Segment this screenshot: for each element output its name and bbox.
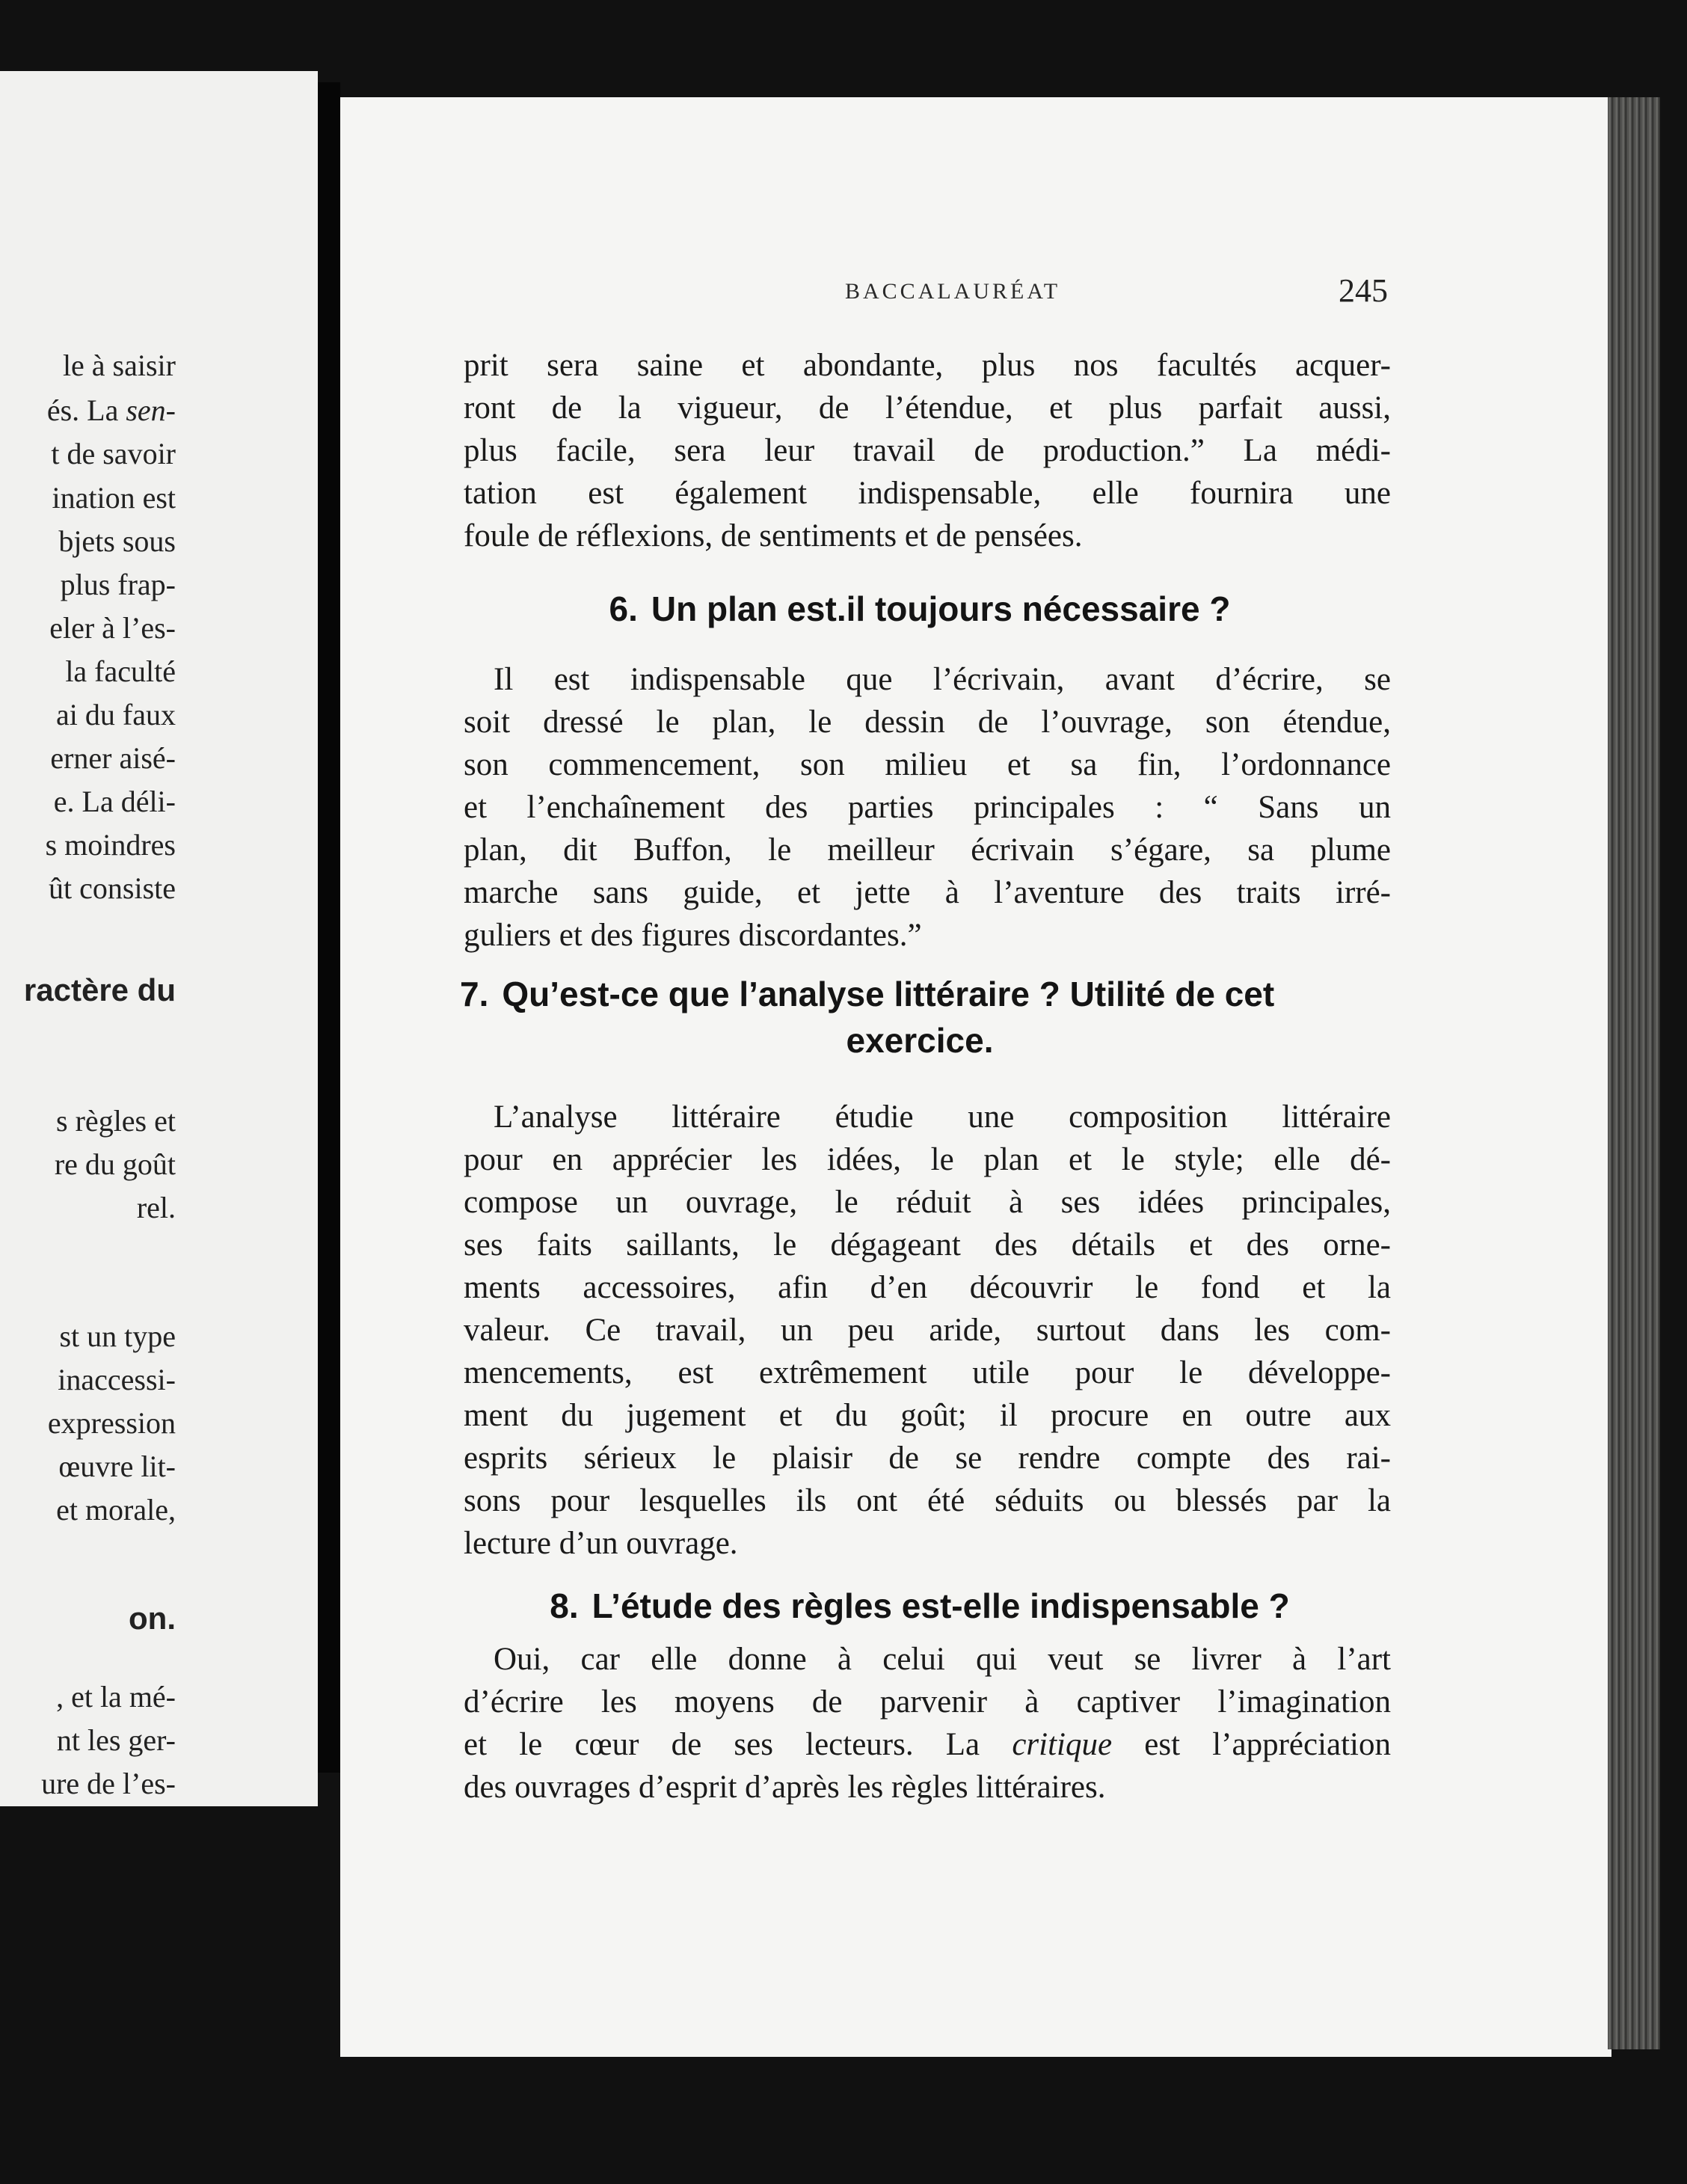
italic-term: critique xyxy=(1012,1727,1113,1762)
left-text-fragment: le à saisir xyxy=(62,349,176,382)
text-line: et le cœur de ses lecteurs. La critique est l’appréciation xyxy=(464,1727,1391,1762)
text-line: ments accessoires, afin d’en découvrir le fond et la xyxy=(464,1270,1391,1305)
left-heading-fragment: ractère du xyxy=(23,972,176,1007)
left-text-fragment: t de savoir xyxy=(51,437,176,470)
text-line: sons pour lesquelles ils ont été séduits ou blessés par la xyxy=(464,1483,1391,1518)
left-text-fragment: e. La déli- xyxy=(53,785,176,818)
text-line: Oui, car elle donne à celui qui veut se livrer à l’art xyxy=(494,1642,1391,1677)
section-7-heading-cont: exercice. xyxy=(846,1021,994,1060)
left-heading-fragment: on. xyxy=(129,1601,176,1636)
section-8-paragraph xyxy=(464,1638,1391,1809)
left-text-fragment: rel. xyxy=(136,1191,176,1224)
text-line: tation est également indispensable, elle fournira une xyxy=(464,476,1391,511)
left-text-fragment: œuvre lit- xyxy=(58,1450,176,1483)
section-number: 7. xyxy=(460,975,489,1013)
section-7-paragraph xyxy=(464,1096,1391,1565)
text-line: plus facile, sera leur travail de production.” La médi- xyxy=(464,433,1391,468)
left-text-fragment: et morale, xyxy=(56,1493,176,1527)
left-text-fragment: ination est xyxy=(52,481,176,515)
text-line: prit sera saine et abondante, plus nos facultés acquer- xyxy=(464,348,1391,383)
text-line: soit dressé le plan, le dessin de l’ouvrage, son étendue, xyxy=(464,705,1391,740)
text-line: foule de réflexions, de sentiments et de pensées. xyxy=(464,518,1083,553)
left-text-fragment: la faculté xyxy=(65,654,176,688)
page-number: 245 xyxy=(1339,272,1388,309)
section-question: Qu’est-ce que l’analyse littéraire ? Utilité de cet xyxy=(502,975,1275,1013)
left-text-fragment: plus frap- xyxy=(60,568,176,601)
left-text-fragment: s moindres xyxy=(45,828,176,862)
section-number: 6. xyxy=(609,589,638,628)
text-line: valeur. Ce travail, un peu aride, surtout dans les com- xyxy=(464,1313,1391,1348)
left-text-fragment: s règles et xyxy=(56,1104,176,1138)
section-question: L’étude des règles est-elle indispensable ? xyxy=(591,1586,1290,1625)
left-text-fragment: és. La sen- xyxy=(46,393,176,427)
left-text-fragment: st un type xyxy=(59,1319,176,1353)
section-7-heading xyxy=(460,972,1402,1016)
left-text-fragment: eler à l’es- xyxy=(49,611,176,645)
intro-paragraph xyxy=(464,344,1391,557)
left-facing-page xyxy=(0,71,318,1806)
left-text-fragment: ût consiste xyxy=(49,871,176,905)
running-title: BACCALAURÉAT xyxy=(845,279,1061,304)
text-line: ment du jugement et du goût; il procure en outre aux xyxy=(464,1398,1391,1433)
left-text-fragment: re du goût xyxy=(54,1147,176,1181)
section-6-paragraph xyxy=(464,658,1391,957)
text-line: compose un ouvrage, le réduit à ses idées principales, xyxy=(464,1185,1391,1220)
text-line: ront de la vigueur, de l’étendue, et plus parfait aussi, xyxy=(464,390,1391,426)
text-line: Il est indispensable que l’écrivain, avant d’écrire, se xyxy=(494,662,1391,697)
text-line: mencements, est extrêmement utile pour le développe- xyxy=(464,1355,1391,1390)
text-line: guliers et des figures discordantes.” xyxy=(464,918,922,953)
text-line: et l’enchaînement des parties principales : “ Sans un xyxy=(464,790,1391,825)
section-number: 8. xyxy=(550,1586,579,1625)
text-line: pour en apprécier les idées, le plan et le style; elle dé- xyxy=(464,1142,1391,1177)
left-text-fragment: expression xyxy=(47,1406,176,1440)
text-line: d’écrire les moyens de parvenir à captiver l’imagination xyxy=(464,1684,1391,1720)
left-text-fragment: ure de l’es- xyxy=(41,1767,176,1800)
text-line: son commencement, son milieu et sa fin, l’ordonnance xyxy=(464,747,1391,782)
left-text-fragment: nt les ger- xyxy=(56,1723,176,1757)
left-text-fragment: bjets sous xyxy=(58,524,176,558)
section-question: Un plan est.il toujours nécessaire ? xyxy=(651,589,1231,628)
text-line: lecture d’un ouvrage. xyxy=(464,1526,738,1561)
left-text-fragment: erner aisé- xyxy=(50,741,176,775)
text-line: esprits sérieux le plaisir de se rendre compte des rai- xyxy=(464,1441,1391,1476)
book-gutter xyxy=(318,82,340,1773)
page-edges xyxy=(1608,97,1660,2049)
section-8-heading xyxy=(449,1584,1391,1628)
text-line: marche sans guide, et jette à l’aventure des traits irré- xyxy=(464,875,1391,910)
left-text-fragment: ai du faux xyxy=(56,698,176,731)
text-line: L’analyse littéraire étudie une composition littéraire xyxy=(494,1099,1391,1135)
text-line: plan, dit Buffon, le meilleur écrivain s’égare, sa plume xyxy=(464,832,1391,868)
text-line: des ouvrages d’esprit d’après les règles littéraires. xyxy=(464,1770,1106,1805)
text-line: ses faits saillants, le dégageant des détails et des orne- xyxy=(464,1227,1391,1263)
left-text-fragment: inaccessi- xyxy=(58,1363,176,1396)
section-6-heading xyxy=(449,587,1391,631)
left-text-fragment: , et la mé- xyxy=(56,1680,176,1714)
